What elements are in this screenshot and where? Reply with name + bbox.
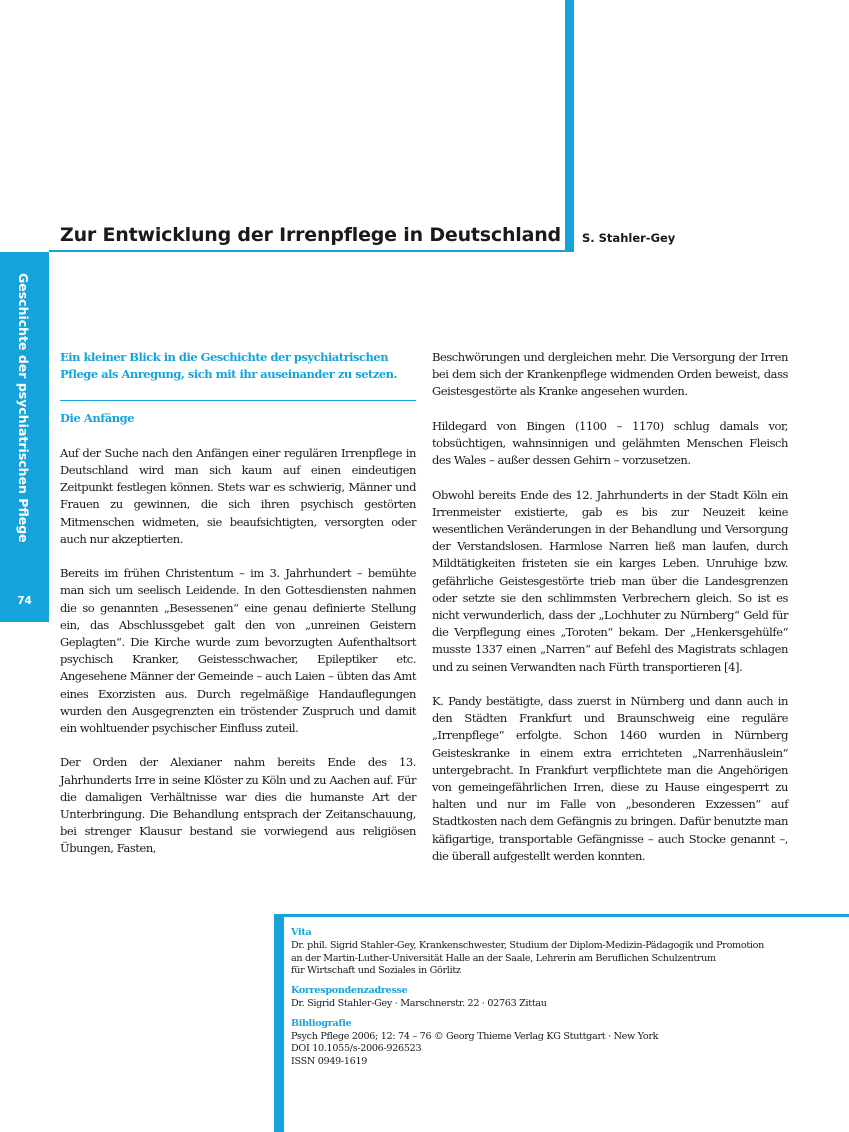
bibliography-block [291, 1018, 841, 1069]
paragraph: Der Orden der Alexianer nahm bereits Ende des 13. Jahrhunderts Irre in seine Klöster zu Köln und zu Aachen auf. Für die damaligen Verhältnisse war dies die humanste Art der Unterbringung. Die Behandlung entsprach der Zeitanschauung, bei strenger Klausur bestand sie vorwiegend aus religiösen Übungen, Fasten, [60, 755, 416, 856]
vita-line: an der Martin-Luther-Universität Halle an der Saale, Lehrerin am Beruflichen Schulzentrum [291, 952, 716, 964]
bibliography-line: ISSN 0949-1619 [291, 1056, 368, 1068]
section-heading: Die Anfänge [60, 411, 135, 426]
paragraph: Hildegard von Bingen (1100 – 1170) schlug damals vor, tobsüchtigen, wahnsinnigen und gelähmten Menschen Fleisch des Wales – außer dessen Gehirn – vorzusetzen. [432, 418, 788, 468]
contact-block [291, 985, 841, 1011]
paragraph: Beschwörungen und dergleichen mehr. Die Versorgung der Irren bei dem sich der Krankenpflege widmenden Orden beweist, dass Geistesgestörte als Kranke angesehen wurden. [432, 350, 788, 399]
accent-vertical-bar [565, 0, 574, 252]
bibliography-line: DOI 10.1055/s-2006-926523 [291, 1043, 422, 1055]
vita-line: für Wirtschaft und Soziales in Görlitz [291, 965, 461, 977]
lead-divider [60, 400, 416, 401]
vita-block [291, 927, 841, 978]
article-title: Zur Entwicklung der Irrenpflege in Deutschland [60, 224, 561, 246]
article-author: S. Stahler-Gey [582, 231, 676, 245]
left-column [60, 349, 416, 875]
bibliography-label: Bibliografie [291, 1017, 352, 1029]
article-lead: Ein kleiner Blick in die Geschichte der psychiatrischen Pflege als Anregung, sich mit ihr auseinander zu setzen. [60, 350, 398, 382]
contact-line: Dr. Sigrid Stahler-Gey · Marschnerstr. 22 · 02763 Zittau [291, 997, 547, 1009]
paragraph: Bereits im frühen Christentum – im 3. Jahrhundert – bemühte man sich um seelisch Leidende. In den Gottesdiensten nahmen die so genannten „Besessenen“ eine genau definierte Stellung ein, das Abschlussgebet galt den von „unreinen Geistern Geplagten“. Die Kirche wurde zum bevorzugten Aufenthaltsort psychisch Kranker, Geistesschwacher, Epileptiker etc. Angesehene Männer der Gemeinde – auch Laien – übten das Amt eines Exorzisten aus. Durch regelmäßige Handauflegungen wurden den Ausgegrenzten ein tröstender Zuspruch und damit ein wohltuender psychischer Einfluss zuteil. [60, 566, 416, 736]
title-underline [49, 250, 574, 252]
section-tab-label: Geschichte der psychiatrischen Pflege [16, 273, 31, 543]
contact-label: Korrespondenzadresse [291, 985, 408, 997]
paragraph: K. Pandy bestätigte, dass zuerst in Nürnberg und dann auch in den Städten Frankfurt und Braunschweig eine reguläre „Irrenpflege“ erfolgte. Schon 1460 wurden in Nürnberg Geisteskranke in einem extra errichteten „Narrenhäuslein“ untergebracht. In Frankfurt verpflichtete man die Angehörigen von gemeingefährlichen Irren, diese zu Hause eingesperrt zu halten und nur im Falle von „besonderen Exzessen“ auf Stadtkosten nach dem Gefängnis zu bringen. Dafür benutzte man käfigartige, transportable Gefängnisse – auch Stocke genannt –, die überall aufgestellt werden konnten. [432, 694, 788, 863]
vita-line: Dr. phil. Sigrid Stahler-Gey, Krankenschwester, Studium der Diplom-Medizin-Pädagogik und Promotion [291, 939, 765, 951]
info-box-left-bar [274, 915, 284, 1132]
right-column [432, 349, 788, 882]
paragraph: Obwohl bereits Ende des 12. Jahrhunderts in der Stadt Köln ein Irrenmeister existierte, gab es bis zur Neuzeit keine wesentlichen Veränderungen in der Behandlung und Versorgung der Verstandslosen. Harmlose Narren ließ man laufen, durch Mildtätigkeiten fristeten sie ein karges Leben. Unruhige bzw. gefährliche Geistesgestörte trieb man über die Landesgrenzen oder setzte sie den schlimmsten Verbrechern gleich. So ist es nicht verwunderlich, dass der „Lochhuter zu Nürnberg“ Geld für die Verpflegung eines „Toroten“ bekam. Der „Henkersgehülfe“ musste 1337 einen „Narren“ auf Befehl des Magistrats schlagen und zu seinen Verwandten nach Fürth transportieren [4]. [432, 487, 788, 674]
paragraph: Auf der Suche nach den Anfängen einer regulären Irrenpflege in Deutschland wird man sich kaum auf einen eindeutigen Zeitpunkt festlegen können. Stets war es schwierig, Männer und Frauen zu gewinnen, die sich ihren psychisch gestörten Mitmenschen widmeten, sie beaufsichtigten, versorgten oder auch nur akzeptierten. [60, 445, 416, 546]
vita-label: Vita [291, 927, 312, 938]
author-info-box [291, 927, 841, 1076]
page-number: 74 [17, 595, 32, 607]
info-box-top-rule [274, 914, 849, 917]
bibliography-line: Psych Pflege 2006; 12: 74 – 76 © Georg Thieme Verlag KG Stuttgart · New York [291, 1030, 659, 1042]
